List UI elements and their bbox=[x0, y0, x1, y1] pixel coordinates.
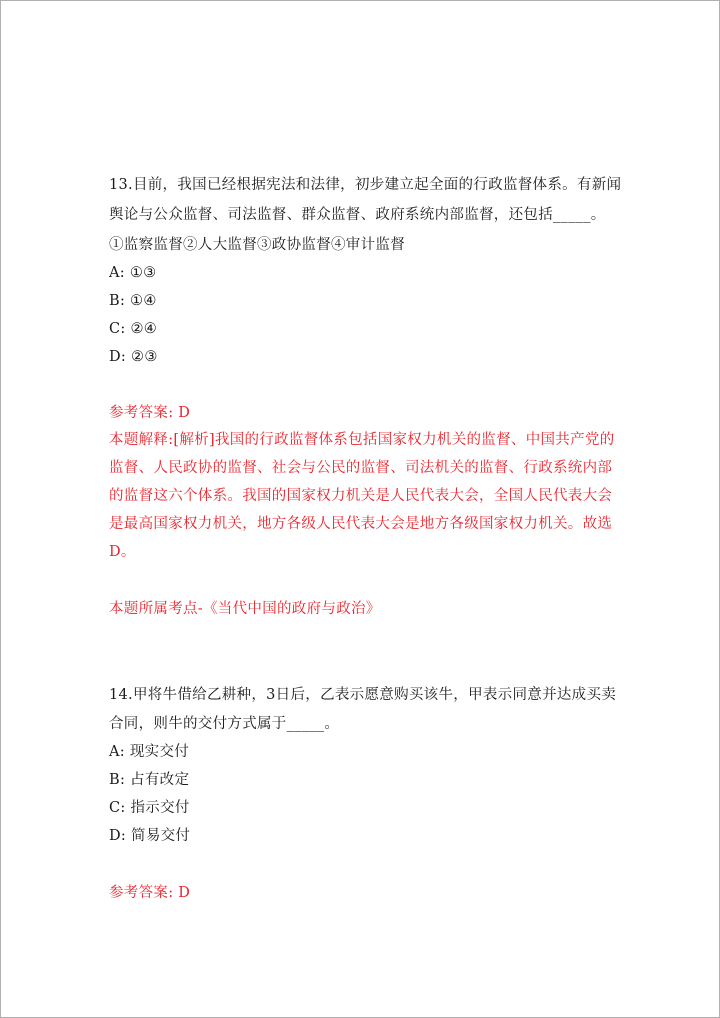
q13-topic: 本题所属考点-《当代中国的政府与政治》 bbox=[109, 601, 381, 617]
q13-stem-line-1: 13.目前，我国已经根据宪法和法律，初步建立起全面的行政监督体系。有新闻 bbox=[109, 177, 622, 193]
q13-explanation-line-5: D。 bbox=[109, 544, 136, 560]
q14-option-a: A: 现实交付 bbox=[109, 744, 190, 760]
q14-option-d: D: 简易交付 bbox=[109, 828, 191, 844]
q13-explanation-line-1: 本题解释:[解析]我国的行政监督体系包括国家权力机关的监督、中国共产党的 bbox=[109, 432, 615, 448]
q14-stem-line-1: 14.甲将牛借给乙耕种，3日后，乙表示愿意购买该牛，甲表示同意并达成买卖 bbox=[109, 687, 617, 703]
q13-option-a: A: ①③ bbox=[109, 265, 157, 281]
q13-stem-line-3: ①监察监督②人大监督③政协监督④审计监督 bbox=[109, 237, 405, 253]
q13-explanation-line-2: 监督、人民政协的监督、社会与公民的监督、司法机关的监督、行政系统内部 bbox=[109, 460, 613, 476]
q13-stem-line-2: 舆论与公众监督、司法监督、群众监督、政府系统内部监督，还包括_____。 bbox=[109, 207, 606, 223]
q13-explanation-line-3: 的监督这六个体系。我国的国家权力机关是人民代表大会，全国人民代表大会 bbox=[109, 488, 613, 504]
q14-option-c: C: 指示交付 bbox=[109, 800, 190, 816]
q14-answer: 参考答案: D bbox=[109, 885, 191, 901]
q14-stem-line-2: 合同，则牛的交付方式属于_____。 bbox=[109, 716, 340, 732]
q13-option-b: B: ①④ bbox=[109, 293, 157, 309]
q13-option-c: C: ②④ bbox=[109, 321, 158, 337]
q13-option-d: D: ②③ bbox=[109, 349, 158, 365]
q13-explanation-line-4: 是最高国家权力机关，地方各级人民代表大会是地方各级国家权力机关。故选 bbox=[109, 516, 613, 532]
q14-option-b: B: 占有改定 bbox=[109, 772, 190, 788]
q13-answer: 参考答案: D bbox=[109, 405, 191, 421]
